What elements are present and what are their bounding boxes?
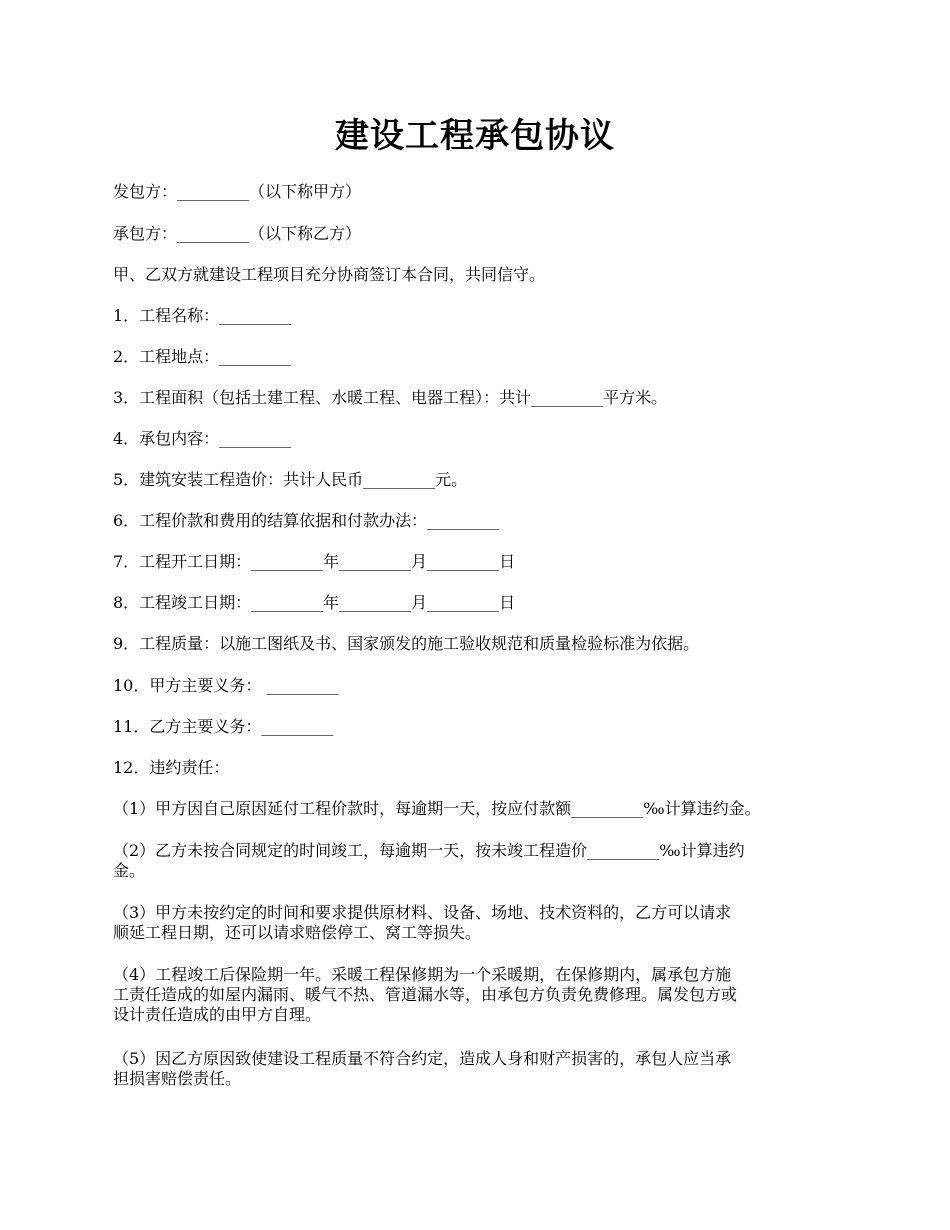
liability-item-5: （5）因乙方原因致使建设工程质量不符合约定，造成人身和财产损害的，承包人应当承 担损害赔偿责任。 [113,1049,732,1088]
clause-7: 7．工程开工日期：_________年_________月_________日 [113,552,516,571]
clause-8: 8．工程竣工日期：_________年_________月_________日 [113,593,516,612]
clause-4: 4．承包内容：_________ [113,429,292,448]
clause-2: 2．工程地点：_________ [113,347,292,366]
party-b-line: 承包方：_________（以下称乙方） [113,224,362,243]
clause-9: 9．工程质量：以施工图纸及书、国家颁发的施工验收规范和质量检验标准为依据。 [113,634,700,653]
clause-3: 3．工程面积（包括土建工程、水暖工程、电器工程）：共计_________平方米。 [113,388,668,407]
clause-11: 11．乙方主要义务：_________ [113,717,334,736]
liability-item-4: （4）工程竣工后保险期一年。采暖工程保修期为一个采暖期，在保修期内，属承包方施 工责任造成的如屋内漏雨、暖气不热、管道漏水等，由承包方负责免费修理。属发包方或 设计责任造成的由甲方自理。 [113,965,738,1024]
document-title: 建设工程承包协议 [335,116,615,156]
clause-5: 5．建筑安装工程造价：共计人民币_________元。 [113,470,468,489]
party-a-line: 发包方：_________（以下称甲方） [113,182,362,201]
liability-item-1: （1）甲方因自己原因延付工程价款时，每逾期一天，按应付款额_________‰计算违约金。 [113,799,761,818]
clause-10: 10．甲方主要义务： _________ [113,676,339,695]
liability-item-2: （2）乙方未按合同规定的时间竣工，每逾期一天，按未竣工程造价_________‰计算违约 金。 [113,841,745,880]
clause-6: 6．工程价款和费用的结算依据和付款办法：_________ [113,511,500,530]
clause-1: 1．工程名称：_________ [113,306,292,325]
liability-item-3: （3）甲方未按约定的时间和要求提供原材料、设备、场地、技术资料的，乙方可以请求 顺延工程日期，还可以请求赔偿停工、窝工等损失。 [113,903,732,942]
intro-paragraph: 甲、乙双方就建设工程项目充分协商签订本合同，共同信守。 [113,265,546,284]
clause-12: 12．违约责任： [113,758,230,777]
